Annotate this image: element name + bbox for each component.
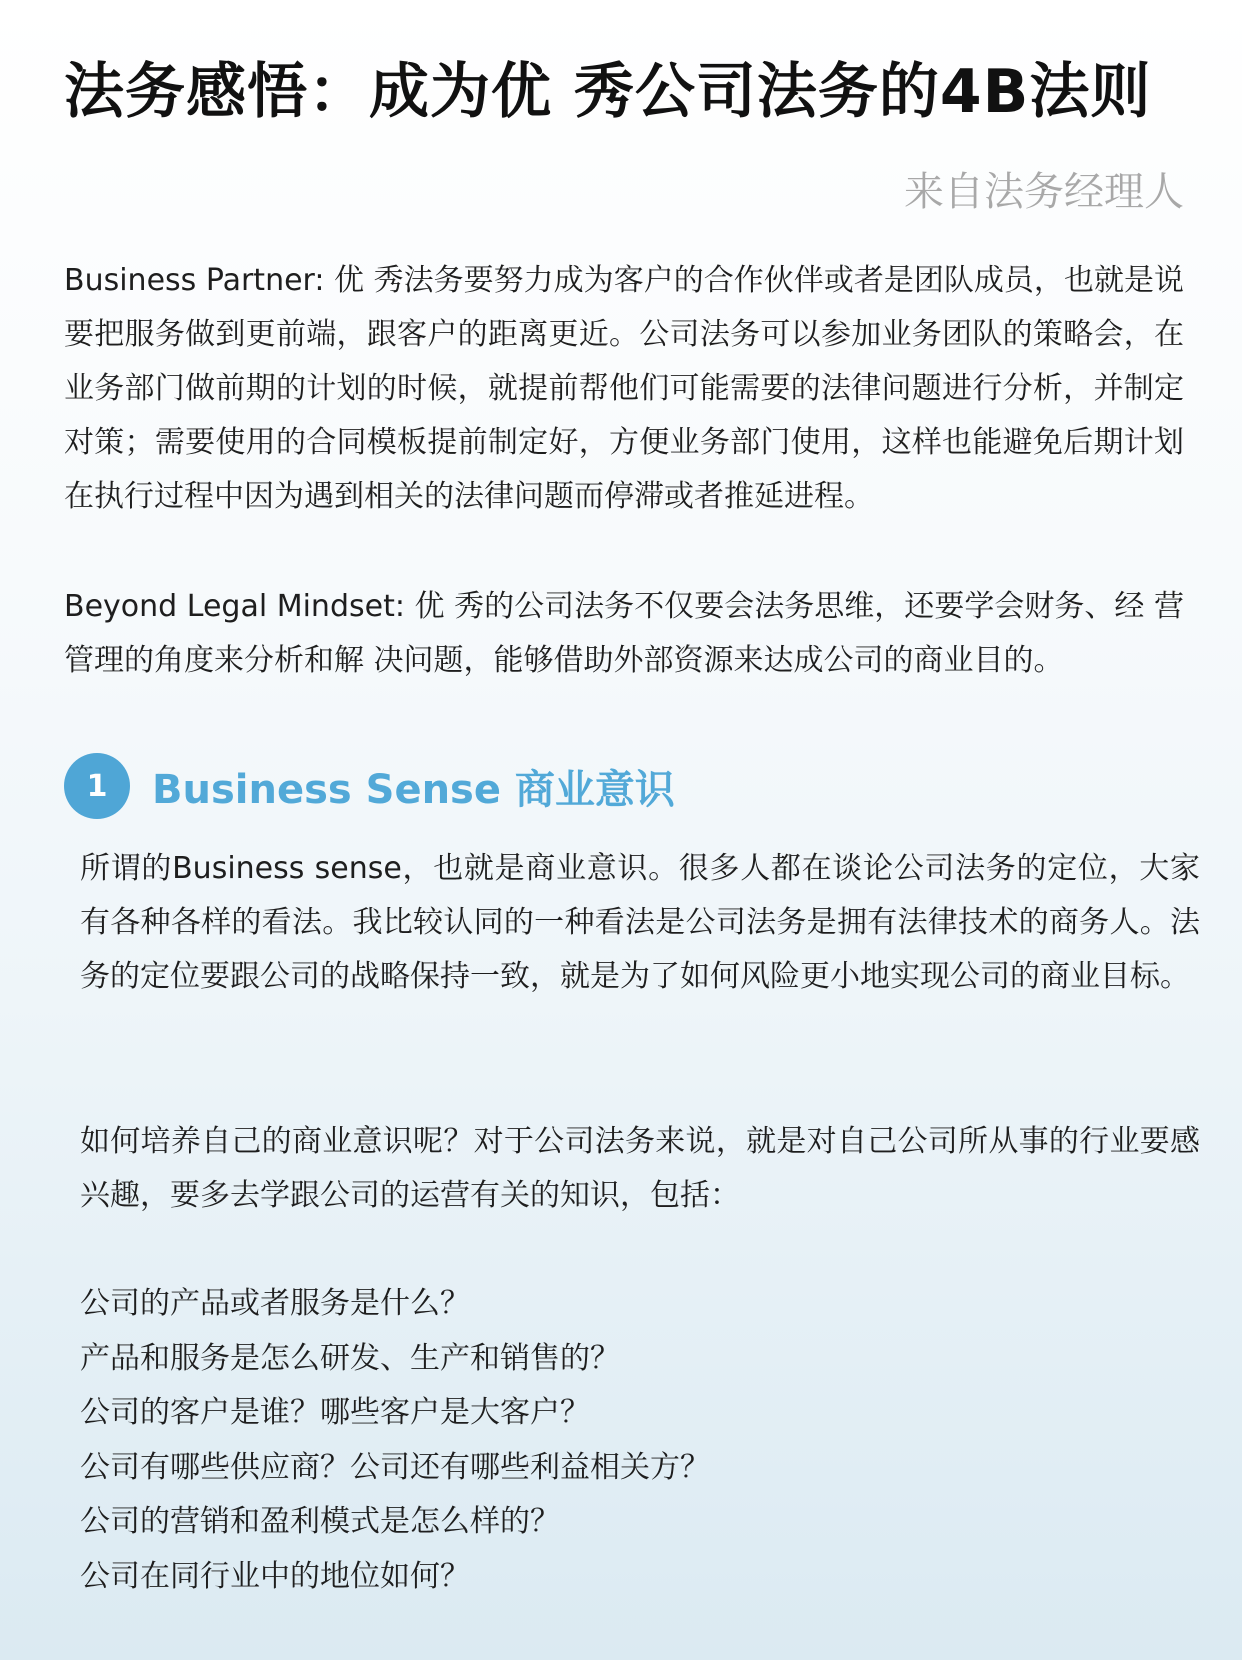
beyond-legal-paragraph: Beyond Legal Mindset: 优 秀的公司法务不仅要会法务思维，还要学会财务、经 营管理的角度来分析和解 决问题，能够借助外部资源来达成公司的商业目的。: [64, 589, 1184, 678]
business-sense-paragraph: 所谓的Business sense，也就是商业意识。很多人都在谈论公司法务的定位，大家有各种各样的看法。我比较认同的一种看法是公司法务是拥有法律技术的商务人。法务的定位要跟公司的战略保持一致，就是为了如何风险更小地实现公司的商业目标。: [80, 851, 1200, 994]
section-heading: [64, 752, 675, 820]
list-item: 产品和服务是怎么研发、生产和销售的？: [80, 1340, 620, 1376]
business-partner-paragraph: Business Partner: 优 秀法务要努力成为客户的合作伙伴或者是团队成员，也就是说要把服务做到更前端，跟客户的距离更近。公司法务可以参加业务团队的策略会，在业务部门做前期的计划的时候，就提前帮他们可能需要的法律问题进行分析，并制定对策；需要使用的合同模板提前制定好，方便业务部门使用，这样也能避免后期计划在执行过程中因为遇到相关的法律问题而停滞或者推延进程。: [64, 263, 1184, 514]
page-title: 法务感悟：成为优 秀公司法务的4B法则: [64, 57, 1152, 127]
list-item: 公司在同行业中的地位如何？: [80, 1558, 470, 1594]
source-attribution: 来自法务经理人: [904, 169, 1184, 215]
list-item: 公司有哪些供应商？公司还有哪些利益相关方？: [80, 1449, 710, 1485]
list-item: 公司的营销和盈利模式是怎么样的？: [80, 1504, 560, 1539]
section-number-badge: 1: [64, 753, 130, 819]
list-item: 公司的客户是谁？哪些客户是大客户？: [80, 1395, 590, 1430]
question-list: [80, 1277, 1180, 1604]
cultivation-paragraph: 如何培养自己的商业意识呢？对于公司法务来说，就是对自己公司所从事的行业要感兴趣，要多去学跟公司的运营有关的知识，包括：: [80, 1124, 1200, 1213]
section-title: Business Sense 商业意识: [152, 766, 675, 813]
list-item: 公司的产品或者服务是什么？: [80, 1286, 470, 1321]
